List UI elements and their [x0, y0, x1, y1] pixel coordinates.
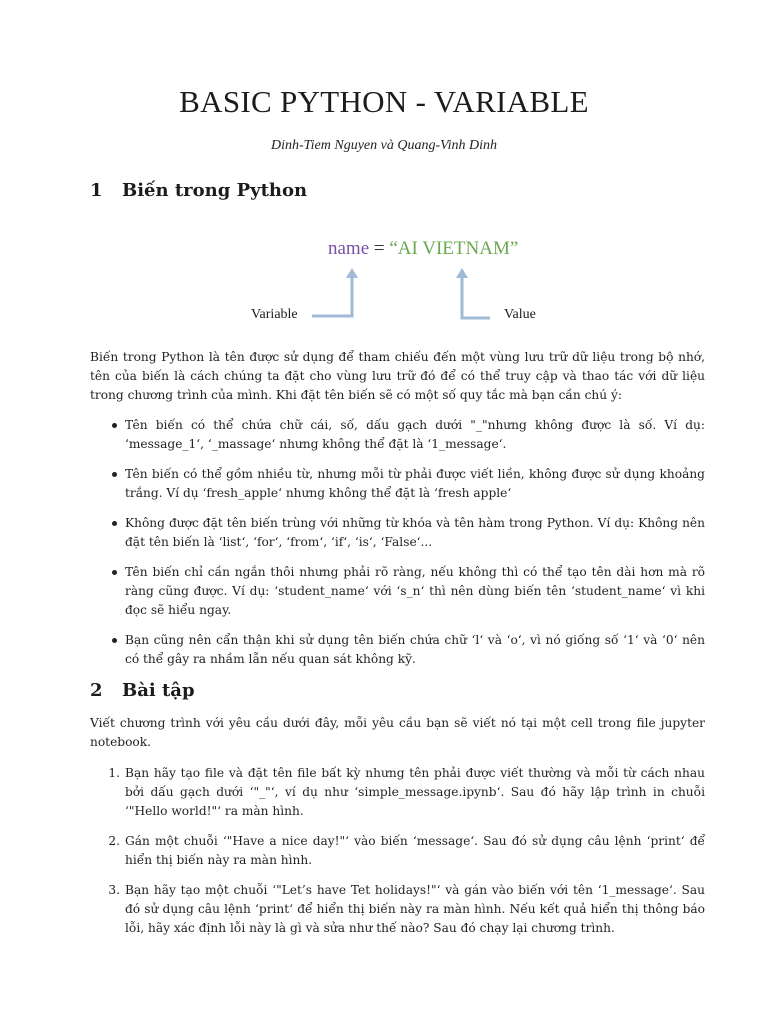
section-2-intro: Viết chương trình với yêu cầu dưới đây, mỗi yêu cầu bạn sẽ viết nó tại một cell trong file jupyter notebook.: [90, 716, 705, 749]
rule-text: Không được đặt tên biến trùng với những từ khóa và tên hàm trong Python. Ví dụ: Không nên đặt tên biến là ‘list‘, ‘for‘, ‘from‘, ‘if‘, ‘is‘, ‘False‘...: [125, 516, 705, 549]
value-arrow-icon: [456, 268, 490, 318]
section-1-title: Biến trong Python: [122, 180, 308, 201]
variable-diagram: [240, 228, 560, 328]
list-item: [90, 881, 705, 938]
document-authors: Dinh-Tiem Nguyen và Quang-Vinh Dinh: [270, 138, 498, 153]
list-item: [90, 764, 705, 821]
section-2-title: Bài tập: [122, 680, 195, 701]
diagram-label-value: Value: [504, 307, 536, 322]
bullet-icon: [112, 638, 117, 643]
list-item: [90, 416, 705, 454]
section-1-heading: [90, 180, 307, 201]
document-title: BASIC PYTHON - VARIABLE: [179, 84, 589, 119]
list-item: [90, 563, 705, 620]
bullet-icon: [112, 570, 117, 575]
section-2-number: 2: [90, 680, 103, 701]
section-1-number: 1: [90, 180, 103, 201]
rule-text: Bạn cũng nên cẩn thận khi sử dụng tên biến chứa chữ ‘l‘ và ‘o‘, vì nó giống số ‘1‘ và ‘0‘ nên có thể gây ra nhầm lẫn nếu quan sát không kỹ.: [125, 633, 705, 666]
diagram-variable-name: name: [328, 238, 370, 259]
exercise-number: 3.: [108, 883, 120, 897]
rule-text: Tên biến có thể chứa chữ cái, số, dấu gạch dưới "_"nhưng không được là số. Ví dụ: ‘message_1‘, ‘_massage‘ nhưng không thể đặt là ‘1_message‘.: [125, 418, 705, 451]
list-item: [90, 832, 705, 870]
variable-arrow-icon: [312, 268, 358, 316]
bullet-icon: [112, 423, 117, 428]
exercise-text: Bạn hãy tạo một chuỗi ‘"Let’s have Tet holidays!"‘ và gán vào biến với tên ‘1_message‘. Sau đó sử dụng câu lệnh ‘print‘ để hiển thị biến này ra màn hình. Nếu kết quả hiển thị thông báo lỗi, hãy xác định lỗi này là gì và sửa như thế nào? Sau đó chạy lại chương trình.: [125, 883, 705, 935]
rule-text: Tên biến chỉ cần ngắn thôi nhưng phải rõ ràng, nếu không thì có thể tạo tên dài hơn mà rõ ràng cũng được. Ví dụ: ‘student_name‘ với ‘s_n‘ thì nên dùng biến tên ‘student_name‘ vì khi đọc sẽ hiểu ngay.: [125, 565, 705, 617]
diagram-equals-sign: =: [373, 238, 385, 259]
exercise-list: [90, 764, 705, 938]
list-item: [90, 631, 705, 669]
exercise-number: 2.: [108, 834, 120, 848]
rule-text: Tên biến có thể gồm nhiều từ, nhưng mỗi từ phải được viết liền, không được sử dụng khoảng trắng. Ví dụ ‘fresh_apple‘ nhưng không thể đặt là ‘fresh apple‘: [125, 467, 705, 500]
exercise-text: Gán một chuỗi ‘"Have a nice day!"‘ vào biến ‘message‘. Sau đó sử dụng câu lệnh ‘print‘ để hiển thị biến này ra màn hình.: [125, 834, 705, 867]
exercise-text: Bạn hãy tạo file và đặt tên file bất kỳ nhưng tên phải được viết thường và mỗi từ cách nhau bởi dấu gạch dưới ‘"_"‘, ví dụ như ‘simple_message.ipynb‘. Sau đó hãy lập trình in chuỗi ‘"Hello world!"‘ ra màn hình.: [125, 766, 705, 818]
bullet-icon: [112, 521, 117, 526]
bullet-icon: [112, 472, 117, 477]
diagram-value-string: “AI VIETNAM”: [389, 238, 519, 259]
exercise-number: 1.: [108, 766, 120, 780]
rules-list: [90, 416, 705, 669]
diagram-label-variable: Variable: [251, 307, 298, 322]
list-item: [90, 465, 705, 503]
section-1-intro: Biến trong Python là tên được sử dụng để tham chiếu đến một vùng lưu trữ dữ liệu trong bộ nhớ, tên của biến là cách chúng ta đặt cho vùng lưu trữ đó để có thể truy cập và thao tác với dữ liệu trong chương trình của mình. Khi đặt tên biến sẽ có một số quy tắc mà bạn cần chú ý:: [90, 350, 705, 402]
section-2-heading: [90, 680, 195, 701]
list-item: [90, 514, 705, 552]
